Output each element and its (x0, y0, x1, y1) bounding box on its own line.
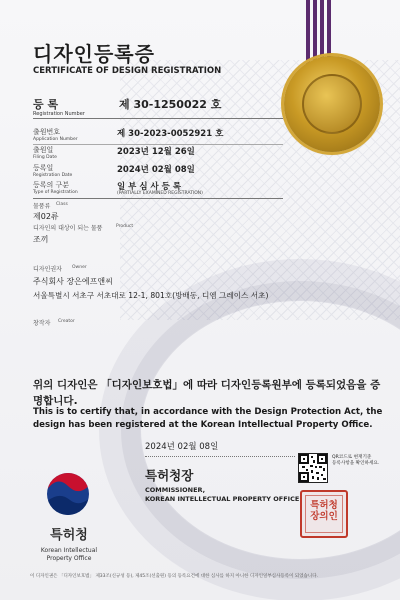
field-label-en: Filing Date (33, 155, 57, 160)
creator-label-en: Creator (58, 319, 75, 324)
registration-row (33, 96, 278, 112)
field-label: 등록의 구분 (33, 181, 70, 189)
registration-label-en: Registration Number (33, 111, 85, 117)
commissioner-line-2: KOREAN INTELLECTUAL PROPERTY OFFICE (145, 495, 300, 503)
certification-statement-ko: 위의 디자인은 「디자인보호법」에 따라 디자인등록원부에 등록되었음을 증명합니다. (33, 379, 381, 407)
field-value: 일 부 심 사 등 록 (117, 182, 182, 192)
page-title: 디자인등록증 (33, 42, 155, 66)
field-label-en: Registration Date (33, 173, 73, 178)
creator-label: 창작자 (33, 320, 51, 327)
owner-label: 디자인권자 (33, 266, 62, 273)
field-value-en: (PARTIALLY EXAMINED REGISTRATION) (117, 191, 203, 196)
product-label-en: Product (116, 224, 134, 229)
org-line-1: Korean Intellectual (40, 547, 98, 554)
qr-code-icon[interactable] (298, 453, 328, 483)
registration-label: 등 록 (33, 98, 59, 111)
product-label: 디자인의 대상이 되는 물품 (33, 225, 103, 232)
kipo-logo-icon (44, 470, 92, 518)
field-label: 등록일 (33, 164, 54, 172)
qr-note-line-2: 등록사항을 확인하세요. (332, 461, 380, 467)
qr-note-line-1: QR코드로 현재기준 (332, 455, 372, 460)
organization-name-en (28, 547, 110, 563)
owner-address: 서울특별시 서초구 서초대로 12-1, 801호(방배동, 디엠 그레이스 서초) (33, 291, 269, 300)
registration-number: 제 30-1250022 호 (119, 98, 222, 111)
owner-label-en: Owner (72, 265, 87, 270)
organization-name: 특허청 (50, 528, 88, 543)
gold-seal-icon (284, 56, 380, 152)
class-label: 물품류 (33, 203, 51, 210)
commissioner-line-1: COMMISSIONER, (145, 486, 206, 494)
field-value: 2023년 12월 26일 (117, 147, 195, 157)
certification-statement-en: This is to certify that, in accordance with the Design Protection Act, the design has been registered at the Korean Intellectual Property Office. (33, 407, 383, 430)
commissioner-title-en (145, 486, 299, 504)
field-label: 출원일 (33, 146, 54, 154)
field-value: 2024년 02월 08일 (117, 165, 195, 175)
class-value: 제02류 (33, 212, 59, 221)
org-line-2: Property Office (46, 555, 92, 562)
owner-name: 주식회사 장은에프앤씨 (33, 277, 113, 286)
footer-note: 이 디자인권은 「디자인보호법」 제33조(신규성 등), 제45조(선출원) 등의 등록요건에 대한 심사를 하지 아니한 디자인일부심사등록이 되었습니다. (30, 574, 319, 579)
field-label-en: Type of Registration (33, 190, 78, 195)
qr-note (332, 455, 392, 468)
class-label-en: Class (56, 202, 68, 207)
page-subtitle: CERTIFICATE OF DESIGN REGISTRATION (33, 66, 222, 76)
commissioner-title: 특허청장 (145, 468, 194, 483)
field-label-en: Application Number (33, 137, 78, 142)
product-value: 조끼 (33, 235, 49, 244)
official-stamp-icon: 특허청 장의인 (300, 490, 348, 538)
field-value: 제 30-2023-0052921 호 (117, 129, 224, 139)
divider (33, 198, 283, 199)
divider (33, 118, 283, 119)
field-label: 출원번호 (33, 128, 61, 136)
divider (145, 456, 295, 457)
issue-date: 2024년 02월 08일 (145, 442, 219, 452)
